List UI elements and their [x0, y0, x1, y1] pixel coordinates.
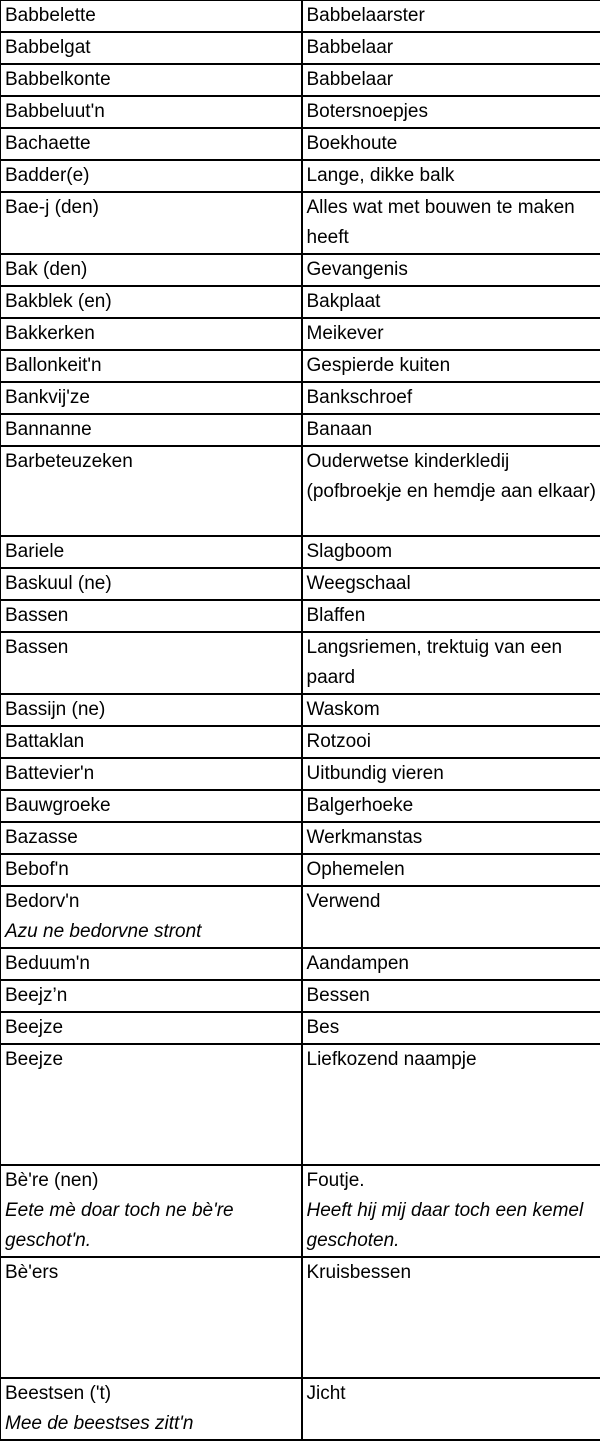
- table-row: [1, 254, 600, 286]
- dialect-term: Bakkerken: [5, 319, 301, 349]
- dialect-term: Bedorv'n: [5, 887, 301, 917]
- meaning-cell: [302, 1, 600, 33]
- table-row: [1, 758, 600, 790]
- dialect-term-cell: [1, 32, 302, 64]
- meaning-cell: [302, 254, 600, 286]
- meaning-cell: [302, 414, 600, 446]
- dialect-term: Beejz’n: [5, 981, 301, 1011]
- meaning-text: Uitbundig vieren: [307, 759, 600, 789]
- dialect-term-cell: [1, 382, 302, 414]
- dialect-term: Bankvij'ze: [5, 383, 301, 413]
- table-row: [1, 32, 600, 64]
- table-row: [1, 96, 600, 128]
- meaning-cell: [302, 948, 600, 980]
- dialect-term: Bassen: [5, 633, 301, 663]
- table-row: [1, 822, 600, 854]
- meaning-text: Bes: [307, 1013, 600, 1043]
- table-row: [1, 1012, 600, 1044]
- dialect-term: Bae-j (den): [5, 193, 301, 223]
- dialect-term: Bachaette: [5, 129, 301, 159]
- meaning-cell: [302, 886, 600, 948]
- dialect-term: Beduum'n: [5, 949, 301, 979]
- table-row: [1, 694, 600, 726]
- meaning-text: Gevangenis: [307, 255, 600, 285]
- meaning-cell: [302, 96, 600, 128]
- dialect-term-cell: [1, 822, 302, 854]
- table-row: [1, 1378, 600, 1440]
- table-row: [1, 286, 600, 318]
- table-row: [1, 536, 600, 568]
- meaning-text: Verwend: [307, 887, 600, 917]
- meaning-text: Banaan: [307, 415, 600, 445]
- dialect-term-cell: [1, 318, 302, 350]
- dialect-term-cell: [1, 192, 302, 254]
- dialect-term: Babbelkonte: [5, 65, 301, 95]
- meaning-cell: [302, 726, 600, 758]
- table-row: [1, 382, 600, 414]
- meaning-cell: [302, 600, 600, 632]
- dialect-term-cell: [1, 758, 302, 790]
- meaning-cell: [302, 1378, 600, 1440]
- table-row: [1, 192, 600, 254]
- meaning-text: Kruisbessen: [307, 1258, 600, 1288]
- dialect-term-cell: [1, 1, 302, 33]
- dialect-term: Bariele: [5, 537, 301, 567]
- meaning-text: Gespierde kuiten: [307, 351, 600, 381]
- dialect-term-cell: [1, 254, 302, 286]
- table-row: [1, 446, 600, 536]
- dialect-term-cell: [1, 632, 302, 694]
- dialect-term: Barbeteuzeken: [5, 447, 301, 477]
- dialect-term-cell: [1, 1165, 302, 1257]
- dialect-term: Babbeluut'n: [5, 97, 301, 127]
- dialect-term-cell: [1, 414, 302, 446]
- table-row: [1, 948, 600, 980]
- meaning-text: Rotzooi: [307, 727, 600, 757]
- meaning-cell: [302, 758, 600, 790]
- meaning-text: Alles wat met bouwen te maken heeft: [307, 193, 600, 253]
- meaning-text: Babbelaar: [307, 33, 600, 63]
- meaning-text: Foutje.: [307, 1166, 600, 1196]
- dialect-term-cell: [1, 128, 302, 160]
- meaning-text: Werkmanstas: [307, 823, 600, 853]
- meaning-text: Jicht: [307, 1379, 600, 1409]
- meaning-cell: [302, 128, 600, 160]
- dialect-term-cell: [1, 64, 302, 96]
- meaning-text: Aandampen: [307, 949, 600, 979]
- meaning-cell: [302, 536, 600, 568]
- table-row: [1, 64, 600, 96]
- meaning-text: Langsriemen, trektuig van een paard: [307, 633, 600, 693]
- meaning-cell: [302, 854, 600, 886]
- dialect-term: Bassijn (ne): [5, 695, 301, 725]
- table-row: [1, 726, 600, 758]
- dialect-term: Battevier'n: [5, 759, 301, 789]
- table-row: [1, 350, 600, 382]
- meaning-cell: [302, 32, 600, 64]
- meaning-text: Slagboom: [307, 537, 600, 567]
- table-row: [1, 790, 600, 822]
- meaning-text: Boekhoute: [307, 129, 600, 159]
- dialect-term: Bannanne: [5, 415, 301, 445]
- meaning-text: Botersnoepjes: [307, 97, 600, 127]
- dialect-term-cell: [1, 1378, 302, 1440]
- table-row: [1, 1257, 600, 1378]
- dialect-term-cell: [1, 600, 302, 632]
- dialect-example: Azu ne bedorvne stront: [5, 917, 301, 947]
- dialect-term: Babbelette: [5, 1, 301, 31]
- meaning-cell: [302, 1012, 600, 1044]
- dialect-term-cell: [1, 694, 302, 726]
- meaning-text: Ophemelen: [307, 855, 600, 885]
- dialect-term: Bauwgroeke: [5, 791, 301, 821]
- meaning-example: Heeft hij mij daar toch een kemel geschoten.: [307, 1196, 600, 1256]
- meaning-text: Bessen: [307, 981, 600, 1011]
- dialect-term-cell: [1, 886, 302, 948]
- meaning-cell: [302, 1257, 600, 1378]
- dialect-term: Baskuul (ne): [5, 569, 301, 599]
- dialect-term-cell: [1, 286, 302, 318]
- dialect-term-cell: [1, 350, 302, 382]
- meaning-cell: [302, 446, 600, 536]
- meaning-text: Lange, dikke balk: [307, 161, 600, 191]
- dialect-term-cell: [1, 1012, 302, 1044]
- meaning-text: Bakplaat: [307, 287, 600, 317]
- dialect-term: Bassen: [5, 601, 301, 631]
- dialect-term: Beejze: [5, 1045, 301, 1075]
- dialect-term-cell: [1, 568, 302, 600]
- meaning-cell: [302, 1165, 600, 1257]
- dialect-term-cell: [1, 790, 302, 822]
- meaning-cell: [302, 790, 600, 822]
- dialect-term-cell: [1, 536, 302, 568]
- table-row: [1, 414, 600, 446]
- meaning-cell: [302, 64, 600, 96]
- dialect-term: Badder(e): [5, 161, 301, 191]
- meaning-cell: [302, 160, 600, 192]
- dialect-term-cell: [1, 980, 302, 1012]
- table-row: [1, 632, 600, 694]
- dialect-term-cell: [1, 96, 302, 128]
- glossary-body: [1, 1, 600, 1441]
- meaning-text: Balgerhoeke: [307, 791, 600, 821]
- meaning-text: Ouderwetse kinderkledij (pofbroekje en hemdje aan elkaar): [307, 447, 600, 507]
- meaning-cell: [302, 822, 600, 854]
- table-row: [1, 128, 600, 160]
- dialect-term: Ballonkeit'n: [5, 351, 301, 381]
- dialect-term: Beejze: [5, 1013, 301, 1043]
- dialect-term: Beestsen ('t): [5, 1379, 301, 1409]
- table-row: [1, 318, 600, 350]
- meaning-text: Weegschaal: [307, 569, 600, 599]
- dialect-term: Bè're (nen): [5, 1166, 301, 1196]
- dialect-term: Bebof'n: [5, 855, 301, 885]
- dialect-term-cell: [1, 854, 302, 886]
- dialect-term: Battaklan: [5, 727, 301, 757]
- meaning-cell: [302, 1044, 600, 1165]
- meaning-cell: [302, 980, 600, 1012]
- meaning-cell: [302, 568, 600, 600]
- meaning-text: Babbelaar: [307, 65, 600, 95]
- dialect-term: Bak (den): [5, 255, 301, 285]
- meaning-cell: [302, 632, 600, 694]
- meaning-cell: [302, 286, 600, 318]
- dialect-term: Bè'ers: [5, 1258, 301, 1288]
- meaning-cell: [302, 192, 600, 254]
- meaning-text: Meikever: [307, 319, 600, 349]
- meaning-text: Babbelaarster: [307, 1, 600, 31]
- meaning-text: Waskom: [307, 695, 600, 725]
- table-row: [1, 568, 600, 600]
- table-row: [1, 854, 600, 886]
- dialect-term: Bazasse: [5, 823, 301, 853]
- table-row: [1, 600, 600, 632]
- table-row: [1, 1044, 600, 1165]
- meaning-cell: [302, 382, 600, 414]
- dialect-term-cell: [1, 726, 302, 758]
- meaning-text: Blaffen: [307, 601, 600, 631]
- table-row: [1, 160, 600, 192]
- meaning-text: Bankschroef: [307, 383, 600, 413]
- dialect-term: Bakblek (en): [5, 287, 301, 317]
- table-row: [1, 886, 600, 948]
- meaning-cell: [302, 694, 600, 726]
- dialect-term-cell: [1, 446, 302, 536]
- meaning-text: Liefkozend naampje: [307, 1045, 600, 1075]
- meaning-cell: [302, 318, 600, 350]
- dialect-example: Mee de beestses zitt'n: [5, 1409, 301, 1439]
- dialect-term-cell: [1, 948, 302, 980]
- dialect-term: Babbelgat: [5, 33, 301, 63]
- table-row: [1, 1, 600, 33]
- dialect-example: Eete mè doar toch ne bè're geschot'n.: [5, 1196, 301, 1256]
- meaning-cell: [302, 350, 600, 382]
- table-row: [1, 1165, 600, 1257]
- dialect-term-cell: [1, 1257, 302, 1378]
- table-row: [1, 980, 600, 1012]
- dialect-term-cell: [1, 1044, 302, 1165]
- dialect-term-cell: [1, 160, 302, 192]
